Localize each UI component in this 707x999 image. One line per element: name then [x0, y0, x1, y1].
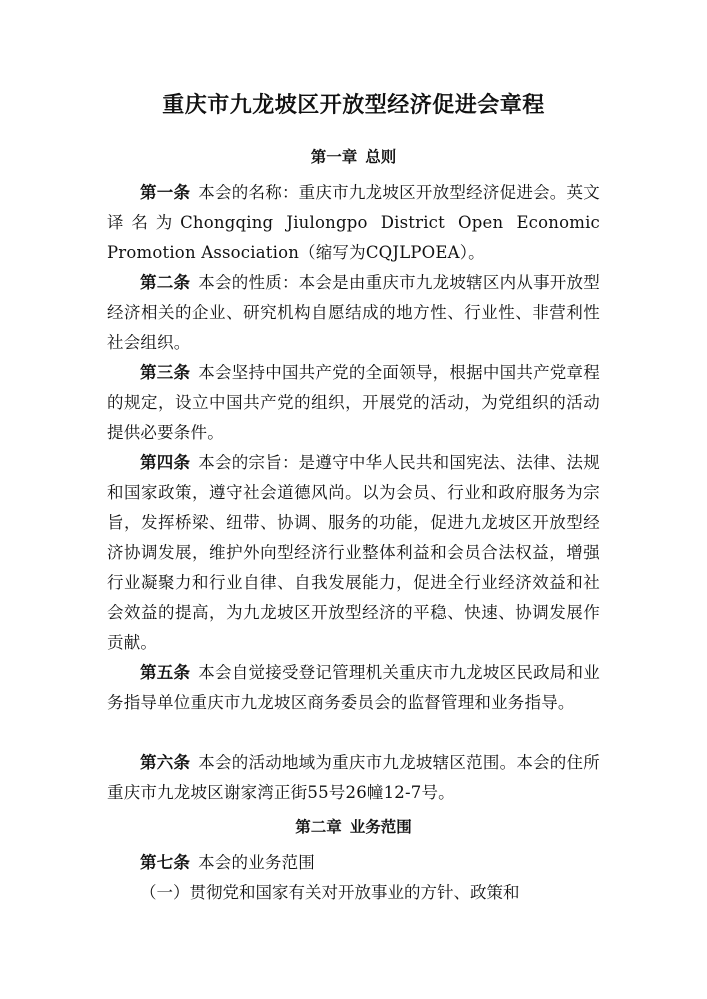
chapter-name: 业务范围: [349, 818, 412, 836]
chapter-heading-2: [0, 815, 707, 837]
chapter-number: 第一章: [310, 148, 358, 166]
article-5: [107, 658, 600, 718]
chapter-name: 总则: [365, 148, 397, 166]
list-item: （一）贯彻党和国家有关对开放事业的方针、政策和: [140, 883, 520, 902]
article-6: [107, 748, 600, 808]
article-1: [107, 178, 600, 268]
chapter-heading-1: [0, 145, 707, 167]
article-3: [107, 358, 600, 448]
article-text: 本会自觉接受登记管理机关重庆市九龙坡区民政局和业务指导单位重庆市九龙坡区商务委员会的监督管理和业务指导。: [107, 663, 600, 712]
article-4: [107, 448, 600, 658]
article-label: 第七条: [140, 853, 191, 872]
article-7: [107, 848, 600, 878]
article-label: 第六条: [140, 753, 191, 772]
article-label: 第三条: [140, 363, 191, 382]
article-label: 第一条: [140, 183, 191, 202]
article-label: 第五条: [140, 663, 191, 682]
article-label: 第四条: [140, 453, 191, 472]
article-text: 本会坚持中国共产党的全面领导，根据中国共产党章程的规定，设立中国共产党的组织，开展党的活动，为党组织的活动提供必要条件。: [107, 363, 600, 442]
article-text: 本会的宗旨：是遵守中华人民共和国宪法、法律、法规和国家政策，遵守社会道德风尚。以为会员、行业和政府服务为宗旨，发挥桥梁、纽带、协调、服务的功能，促进九龙坡区开放型经济协调发展，维护外向型经济行业整体利益和会员合法权益，增强行业凝聚力和行业自律、自我发展能力，促进全行业经济效益和社会效益的提高，为九龙坡区开放型经济的平稳、快速、协调发展作贡献。: [107, 453, 600, 652]
chapter-number: 第二章: [295, 818, 342, 836]
article-text: 本会的名称：重庆市九龙坡区开放型经济促进会。英文译名为Chongqing Jiulongpo District Open Economic Promotion Association（缩写为CQJLPOEA）。: [107, 183, 600, 262]
article-text: 本会的性质：本会是由重庆市九龙坡辖区内从事开放型经济相关的企业、研究机构自愿结成的地方性、行业性、非营利性社会组织。: [107, 273, 600, 352]
article-label: 第二条: [140, 273, 191, 292]
article-text: 本会的业务范围: [198, 853, 316, 872]
document-title: 重庆市九龙坡区开放型经济促进会章程: [162, 92, 545, 118]
article-2: [107, 268, 600, 358]
article-text: 本会的活动地域为重庆市九龙坡辖区范围。本会的住所重庆市九龙坡区谢家湾正街55号26幢12-7号。: [107, 753, 600, 802]
